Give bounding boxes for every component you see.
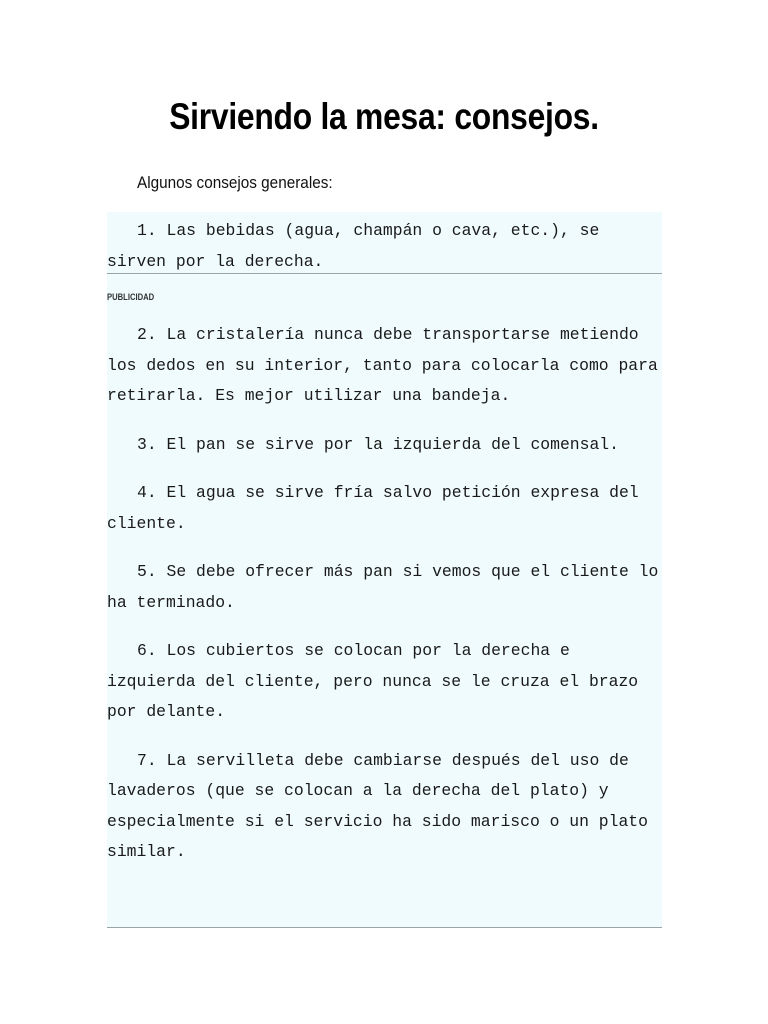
tip-item: 4. El agua se sirve fría salvo petición expresa del cliente. [107, 483, 639, 533]
tip-item: 1. Las bebidas (agua, champán o cava, etc.), se sirven por la derecha. [107, 221, 600, 271]
tip-item: 2. La cristalería nunca debe transportarse metiendo los dedos en su interior, tanto para colocarla como para retirarla. Es mejor utilizar una bandeja. [107, 325, 658, 405]
tip-item: 5. Se debe ofrecer más pan si vemos que el cliente lo ha terminado. [107, 562, 659, 612]
page-title: Sirviendo la mesa: consejos. [169, 96, 599, 137]
tip-box-first [107, 212, 662, 274]
tip-item: 7. La servilleta debe cambiarse después del uso de lavaderos (que se colocan a la derecha del plato) y especialmente si el servicio ha sido marisco o un plato similar. [107, 750, 648, 861]
tip-item: 6. Los cubiertos se colocan por la derecha e izquierda del cliente, pero nunca se le cruza el brazo por delante. [107, 641, 639, 721]
intro-text: Algunos consejos generales: [137, 173, 333, 192]
tip-box-rest [107, 274, 662, 928]
ad-label: PUBLICIDAD [107, 292, 155, 302]
tip-item: 3. El pan se sirve por la izquierda del comensal. [137, 434, 619, 454]
